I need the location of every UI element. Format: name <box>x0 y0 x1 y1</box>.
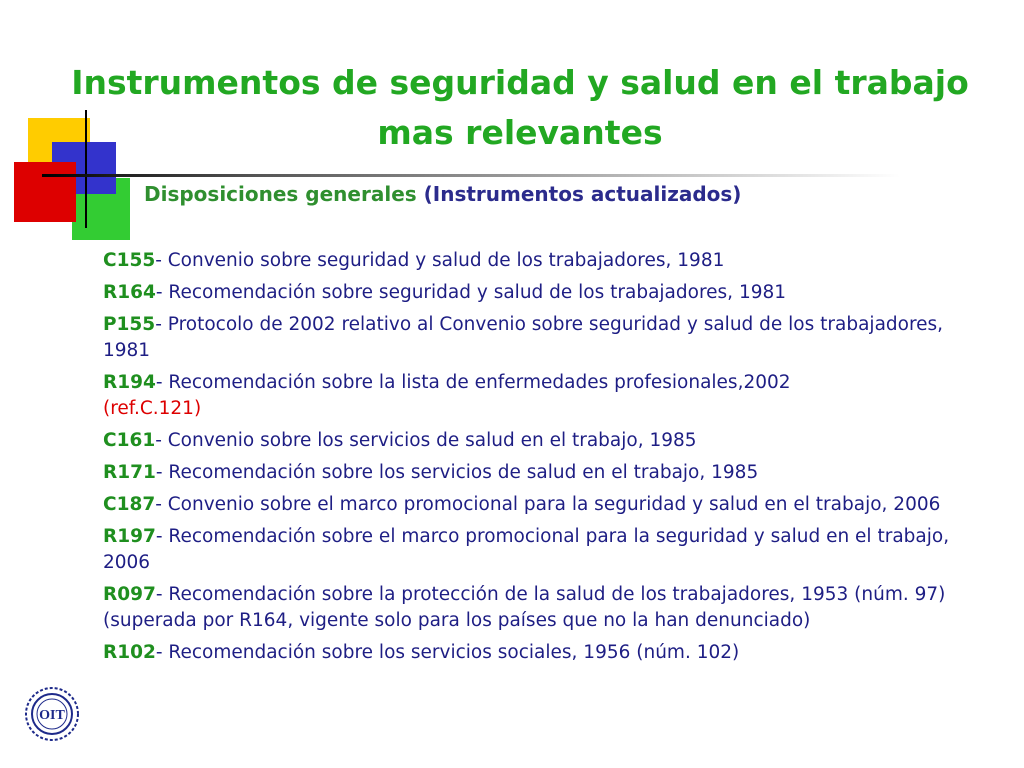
slide-title <box>40 58 1000 158</box>
horizontal-rule <box>42 174 900 177</box>
instrument-code: R194 <box>103 372 156 393</box>
title-line-1: Instrumentos de seguridad y salud en el trabajo <box>71 63 969 102</box>
svg-text:OIT: OIT <box>39 708 65 723</box>
instrument-text: - Recomendación sobre la protección de la salud de los trabajadores, 1953 (núm. 97) (superada por R164, vigente solo para los países que no la han denunciado) <box>103 584 946 631</box>
list-item <box>103 524 993 576</box>
instrument-code: R171 <box>103 462 156 483</box>
instrument-text: - Recomendación sobre los servicios de salud en el trabajo, 1985 <box>155 462 759 483</box>
instrument-text: - Recomendación sobre seguridad y salud de los trabajadores, 1981 <box>155 282 787 303</box>
instrument-text: - Convenio sobre el marco promocional para la seguridad y salud en el trabajo, 2006 <box>155 494 941 515</box>
instrument-list <box>103 248 993 672</box>
instrument-code: C155 <box>103 250 156 271</box>
instrument-code: R097 <box>103 584 156 605</box>
instrument-code: R164 <box>103 282 156 303</box>
list-item <box>103 492 993 518</box>
list-item <box>103 460 993 486</box>
list-item <box>103 428 993 454</box>
list-item <box>103 280 993 306</box>
instrument-code: P155 <box>103 314 156 335</box>
subtitle-main: Disposiciones generales <box>144 182 417 206</box>
instrument-reference: (ref.C.121) <box>103 398 202 419</box>
instrument-code: C161 <box>103 430 156 451</box>
section-subtitle <box>144 182 741 206</box>
instrument-text: - Recomendación sobre los servicios sociales, 1956 (núm. 102) <box>155 642 740 663</box>
list-item <box>103 312 993 364</box>
list-item <box>103 582 993 634</box>
title-line-2: mas relevantes <box>377 113 663 152</box>
oit-logo-icon <box>24 686 80 742</box>
instrument-code: R102 <box>103 642 156 663</box>
subtitle-paren: (Instrumentos actualizados) <box>423 182 742 206</box>
instrument-text: - Recomendación sobre la lista de enfermedades profesionales,2002 <box>155 372 791 393</box>
instrument-text: - Convenio sobre seguridad y salud de los trabajadores, 1981 <box>155 250 725 271</box>
list-item <box>103 640 993 666</box>
instrument-code: C187 <box>103 494 156 515</box>
instrument-text: - Recomendación sobre el marco promocional para la seguridad y salud en el trabajo, 2006 <box>103 526 950 573</box>
instrument-text: - Convenio sobre los servicios de salud en el trabajo, 1985 <box>155 430 697 451</box>
list-item <box>103 248 993 274</box>
list-item <box>103 370 993 422</box>
red-square-decoration <box>14 162 76 222</box>
instrument-code: R197 <box>103 526 156 547</box>
instrument-text: - Protocolo de 2002 relativo al Convenio sobre seguridad y salud de los trabajadores, 1981 <box>103 314 944 361</box>
vertical-rule <box>85 110 87 228</box>
